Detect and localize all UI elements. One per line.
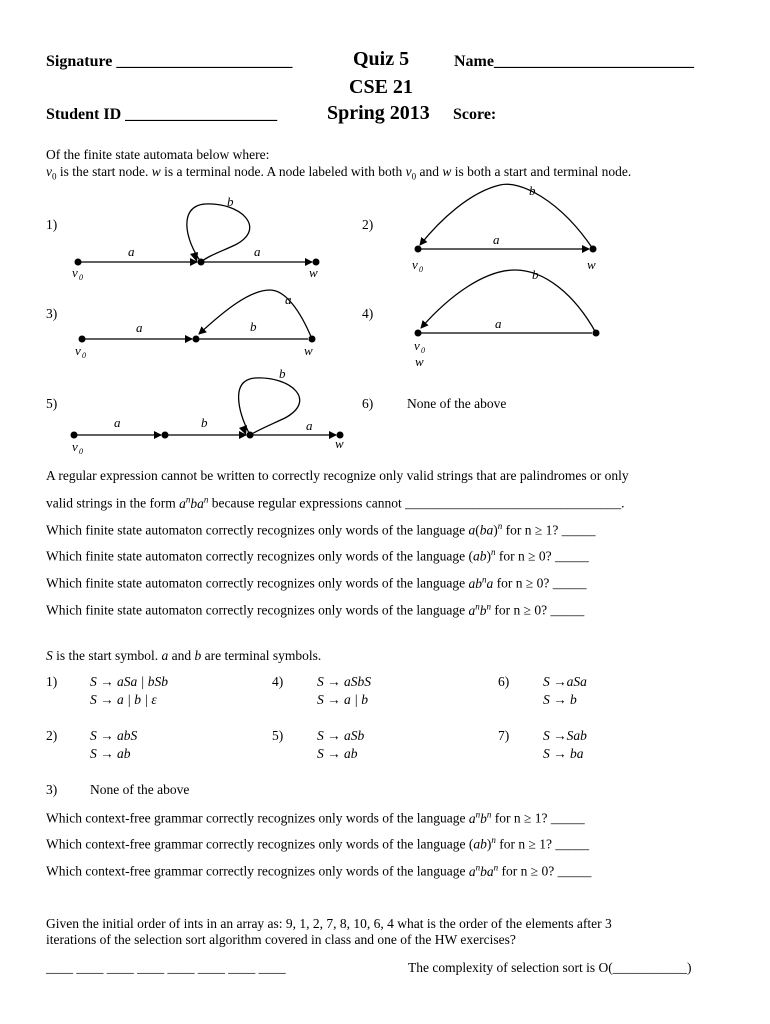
fsa-diagram-1 xyxy=(72,194,320,282)
svg-text:w: w xyxy=(304,343,313,358)
svg-text:0: 0 xyxy=(79,273,83,282)
svg-text:b: b xyxy=(532,267,539,282)
name-field[interactable]: Name_________________________ xyxy=(454,53,694,70)
svg-text:a: a xyxy=(128,244,135,259)
cfg-question-3[interactable]: Which context-free grammar correctly recognizes only words of the language $a^nba^n$ for n ≥ 0? _____ xyxy=(46,862,592,879)
score-field[interactable]: Score: xyxy=(453,106,497,123)
svg-text:0: 0 xyxy=(421,346,425,355)
svg-text:b: b xyxy=(201,415,208,430)
sort-answer-blanks[interactable]: ____ ____ ____ ____ ____ ____ ____ ____ xyxy=(46,960,286,975)
fsa-question-1[interactable]: Which finite state automaton correctly recognizes only words of the language a(ba)$^n$ for n ≥ 1? _____ xyxy=(46,521,596,538)
fsa-num-1: 1) xyxy=(46,217,58,232)
svg-text:b: b xyxy=(529,183,536,198)
grammar-1-rule2: S → a | b | ε xyxy=(90,692,157,707)
grammar-intro: S is the start symbol. a and b are terminal symbols. xyxy=(46,648,322,663)
svg-text:a: a xyxy=(306,418,313,433)
grammar-3-num: 3) xyxy=(46,782,58,797)
svg-text:a: a xyxy=(136,320,143,335)
grammar-7-rule1: S →Sab xyxy=(543,728,587,743)
cfg-question-2[interactable]: Which context-free grammar correctly recognizes only words of the language (ab)$^n$ for n ≥ 1? _____ xyxy=(46,835,590,852)
svg-text:v: v xyxy=(75,343,81,358)
svg-text:w: w xyxy=(335,436,344,451)
svg-text:0: 0 xyxy=(79,447,83,456)
fsa-num-2: 2) xyxy=(362,217,374,232)
svg-text:a: a xyxy=(495,316,502,331)
regex-question-line1: A regular expression cannot be written to correctly recognize only valid strings that are palindromes or only xyxy=(46,468,629,483)
signature-field[interactable]: Signature ______________________ xyxy=(46,53,293,70)
grammar-2-rule2: S → ab xyxy=(90,746,131,761)
fsa-none-above: None of the above xyxy=(407,396,507,411)
fsa-question-4[interactable]: Which finite state automaton correctly recognizes only words of the language $a^nb^n$ for n ≥ 0? _____ xyxy=(46,601,585,618)
grammar-1-rule1: S → aSa | bSb xyxy=(90,674,168,689)
sort-question-line2: iterations of the selection sort algorithm covered in class and one of the HW exercises? xyxy=(46,932,516,947)
sort-complexity-question[interactable]: The complexity of selection sort is O(___________) xyxy=(408,960,692,975)
grammar-4-rule1: S → aSbS xyxy=(317,674,371,689)
regex-question-line2[interactable]: valid strings in the form $a^nba^n$ because regular expressions cannot ________________________________. xyxy=(46,494,625,511)
sort-question-line1: Given the initial order of ints in an array as: 9, 1, 2, 7, 8, 10, 6, 4 what is the order of the elements after 3 xyxy=(46,916,612,931)
course-title: CSE 21 xyxy=(349,76,413,98)
term-title: Spring 2013 xyxy=(327,102,430,124)
svg-text:w: w xyxy=(309,265,318,280)
fsa-intro-line1: Of the finite state automata below where: xyxy=(46,147,270,162)
svg-text:0: 0 xyxy=(82,351,86,360)
svg-text:v: v xyxy=(414,338,420,353)
grammar-6-rule2: S → b xyxy=(543,692,577,707)
svg-text:0: 0 xyxy=(419,265,423,274)
grammar-2-rule1: S → abS xyxy=(90,728,138,743)
svg-text:a: a xyxy=(114,415,121,430)
svg-text:v: v xyxy=(72,439,78,454)
fsa-num-6: 6) xyxy=(362,396,374,411)
cfg-question-1[interactable]: Which context-free grammar correctly recognizes only words of the language $a^nb^n$ for n ≥ 1? _____ xyxy=(46,809,585,826)
fsa-diagram-3 xyxy=(75,290,316,360)
fsa-diagram-2 xyxy=(412,183,597,274)
grammar-2-num: 2) xyxy=(46,728,58,743)
fsa-intro-line2: $v_0$ is the start node. w is a terminal node. A node labeled with both $v_0$ and w is both a start and terminal node. xyxy=(46,164,632,182)
fsa-question-2[interactable]: Which finite state automaton correctly recognizes only words of the language (ab)$^n$ for n ≥ 0? _____ xyxy=(46,547,589,564)
fsa-diagram-4 xyxy=(414,267,600,369)
svg-text:a: a xyxy=(254,244,261,259)
svg-text:b: b xyxy=(250,319,257,334)
svg-text:b: b xyxy=(279,366,286,381)
grammar-6-rule1: S →aSa xyxy=(543,674,587,689)
fsa-num-3: 3) xyxy=(46,306,58,321)
grammar-5-num: 5) xyxy=(272,728,284,743)
student-id-field[interactable]: Student ID ___________________ xyxy=(46,106,278,123)
grammar-3-text: None of the above xyxy=(90,782,190,797)
svg-text:a: a xyxy=(493,232,500,247)
svg-text:v: v xyxy=(72,265,78,280)
fsa-num-5: 5) xyxy=(46,396,58,411)
grammar-7-rule2: S → ba xyxy=(543,746,584,761)
svg-text:v: v xyxy=(412,257,418,272)
grammar-1-num: 1) xyxy=(46,674,58,689)
svg-text:b: b xyxy=(227,194,234,209)
fsa-question-3[interactable]: Which finite state automaton correctly recognizes only words of the language $ab^na$ for n ≥ 0? _____ xyxy=(46,574,587,591)
fsa-diagram-5 xyxy=(71,366,345,456)
fsa-num-4: 4) xyxy=(362,306,374,321)
svg-text:a: a xyxy=(285,292,292,307)
grammar-4-num: 4) xyxy=(272,674,284,689)
grammar-5-rule1: S → aSb xyxy=(317,728,365,743)
grammar-7-num: 7) xyxy=(498,728,510,743)
svg-text:w: w xyxy=(587,257,596,272)
grammar-4-rule2: S → a | b xyxy=(317,692,368,707)
grammar-5-rule2: S → ab xyxy=(317,746,358,761)
svg-text:w: w xyxy=(415,354,424,369)
grammar-6-num: 6) xyxy=(498,674,510,689)
quiz-title: Quiz 5 xyxy=(353,48,410,70)
automata-diagrams xyxy=(0,0,770,470)
